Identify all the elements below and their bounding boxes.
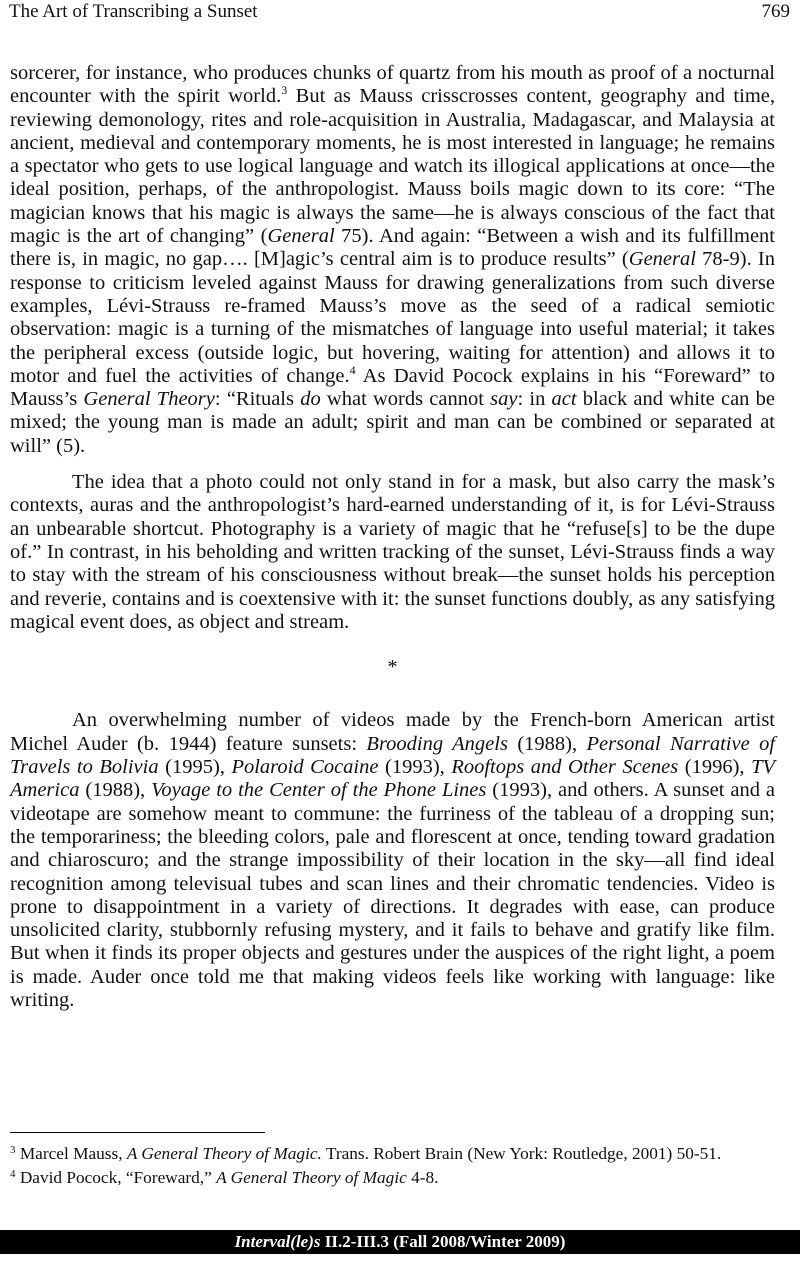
video-title: Polaroid Cocaine xyxy=(231,756,379,779)
text-run: (1988), xyxy=(79,779,152,802)
italic-word: act xyxy=(551,388,577,411)
text-run: 4-8. xyxy=(406,1167,439,1187)
italic-title: A General Theory of Magic xyxy=(216,1167,407,1187)
video-title: Personal Narrative of Travels to Bolivia xyxy=(10,732,776,779)
footnote-number: 4 xyxy=(10,1167,16,1180)
text-run: Marcel Mauss, xyxy=(15,1144,127,1163)
text-run: (1993), xyxy=(378,756,452,779)
footnote-number: 3 xyxy=(10,1144,16,1156)
italic-title: General xyxy=(267,225,335,248)
page-number: 769 xyxy=(761,1,790,22)
paragraph-1 xyxy=(10,62,775,458)
text-run: sorcerer, for instance, who produces chunks of quartz from his mouth as proof of a nocturnal encounter with the spirit world. xyxy=(10,62,775,108)
paragraph-3 xyxy=(10,709,775,1012)
text-run: : in xyxy=(517,388,552,411)
text-run: (1996), xyxy=(678,756,752,779)
issue-info: II.2-III.3 (Fall 2008/Winter 2009) xyxy=(320,1232,566,1251)
text-run: 78-9). In response to criticism leveled against Mauss for drawing generalizations from such diverse examples, Lévi-Strauss re-framed Mauss’s move as the seed of a radical semiotic observation: magic is a turning of the mismatches of language into useful material; it takes the peripheral excess (outside logic, but hovering, waiting for attention) and allows it to motor and fuel the activities of change. xyxy=(10,248,775,387)
text-run: black and white can be mixed; the young man is made an adult; spirit and man can be combined or separated at will” (5). xyxy=(10,388,775,457)
italic-word: say xyxy=(490,388,518,411)
journal-name: Interval(le)s xyxy=(234,1232,321,1251)
text-run: (1995), xyxy=(158,756,232,779)
text-run: what words cannot xyxy=(320,388,491,411)
italic-title: A General Theory of Magic. xyxy=(126,1144,322,1163)
journal-footer xyxy=(0,1230,800,1254)
video-title: Brooding Angels xyxy=(366,732,508,755)
text-run: An overwhelming number of videos made by the French-born American artist Michel Auder (b. 1944) feature sunsets: xyxy=(10,709,775,755)
running-title: The Art of Transcribing a Sunset xyxy=(9,1,258,22)
footnotes xyxy=(10,1143,775,1190)
video-title: TV America xyxy=(10,756,775,802)
italic-title: General Theory xyxy=(83,388,215,411)
footnote-ref-4[interactable]: 4 xyxy=(349,362,356,377)
text-run: As David Pocock explains in his “Foreward” to Mauss’s xyxy=(10,364,776,411)
text-run: (1988), xyxy=(507,732,587,755)
text-run: : “Rituals xyxy=(214,388,301,411)
text-run: 75). And again: “Between a wish and its fulfillment there is, in magic, no gap…. [M]agic’s central aim is to produce results” ( xyxy=(10,225,775,271)
text-run: David Pocock, “Foreward,” xyxy=(15,1167,217,1187)
text-run: (1993), and others. A sunset and a videotape are somehow meant to commune: the furriness of the tableau of a dropping sun; the temporariness; the bleeding colors, pale and florescent at once, tending toward gradation and chiaroscuro; and the strange impossibility of their location in the sky—all find ideal recognition among televisual tubes and scan lines and their chromatic tendencies. Video is prone to disappointment in a variety of directions. It degrades with ease, can produce unsolicited clarity, stubbornly refusing mystery, and it fails to behave and gratify like film. But when it finds its proper objects and gestures under the auspices of the right light, a poem is made. Auder once told me that making videos feels like working with language: like writing. xyxy=(10,779,775,1011)
section-separator: * xyxy=(387,656,398,679)
footnote-ref-3[interactable]: 3 xyxy=(281,83,288,98)
running-head xyxy=(9,0,790,26)
text-run: But as Mauss crisscrosses content, geography and time, reviewing demonology, rites and role-acquisition in Australia, Madagascar, and Malaysia at ancient, medieval and contemporary moments, he is most interested in language; he remains a spectator who gets to use logical language and watch its illogical applications at once—the ideal position, perhaps, of the anthropologist. Mauss boils magic down to its core: “The magician knows that his magic is always the same—he is always conscious of the fact that magic is the art of changing” ( xyxy=(10,85,775,248)
footnote-3 xyxy=(10,1143,775,1165)
footnote-4 xyxy=(10,1167,775,1189)
text-run: Trans. Robert Brain (New York: Routledge, 2001) 50-51. xyxy=(321,1144,722,1163)
video-title: Voyage to the Center of the Phone Lines xyxy=(151,779,487,802)
footnote-rule xyxy=(10,1132,265,1133)
paragraph-2: The idea that a photo could not only stand in for a mask, but also carry the mask’s contexts, auras and the anthropologist’s hard-earned understanding of it, is for Lévi-Strauss an unbearable shortcut. Photography is a variety of magic that he “refuse[s] to be the dupe of.” In contrast, in his beholding and written tracking of the sunset, Lévi-Strauss finds a way to stay with the stream of his consciousness without break—the sunset holds his perception and reverie, contains and is coextensive with it: the sunset functions doubly, as any satisfying magical event does, as object and stream. xyxy=(10,471,775,633)
italic-word: do xyxy=(300,388,321,411)
body-text xyxy=(10,62,775,1012)
italic-title: General xyxy=(628,248,696,271)
video-title: Rooftops and Other Scenes xyxy=(451,756,679,779)
